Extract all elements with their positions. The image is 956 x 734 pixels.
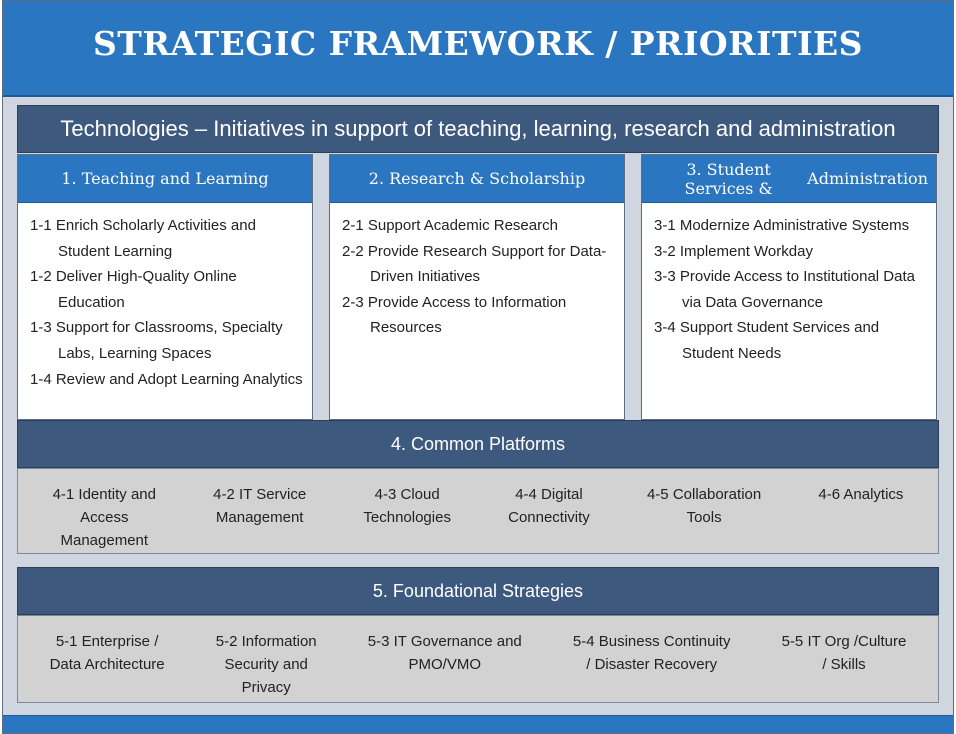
strategy-item [573,630,731,702]
initiative-list [18,203,312,392]
strategy-item-line: 5-5 IT Org /Culture [781,633,907,650]
strategy-item-line: Security and [224,656,308,673]
platform-item-line: Tools [686,509,722,526]
initiative-list [642,203,936,367]
strategy-item [216,630,317,702]
platform-item [508,483,590,553]
platform-item-line: 4-1 Identity and [52,486,156,503]
column-heading-line: 1. Teaching and Learning [61,169,269,188]
platform-item-line: Connectivity [508,509,590,526]
foundational-strategies-list [17,615,939,703]
title-banner [3,1,953,97]
initiative-item: 3-3 Provide Access to Institutional Data via Data Governance [654,268,915,311]
foundational-strategies-band [17,567,939,615]
technologies-text: Technologies – Initiatives in support of teaching, learning, research and administration [60,116,896,141]
strategy-item-line: / Disaster Recovery [586,656,718,673]
column-teaching-learning [17,154,313,420]
initiative-item: 2-1 Support Academic Research [342,217,558,234]
platform-item-line: Management [215,509,304,526]
platform-item-line: 4-5 Collaboration [646,486,762,503]
common-platforms-title: 4. Common Platforms [390,433,566,454]
platform-item [53,483,156,553]
technologies-bar [17,105,939,153]
platform-item [363,483,451,553]
initiative-item: 2-3 Provide Access to Information Resources [342,293,567,337]
initiative-item: 3-1 Modernize Administrative Systems [654,217,910,234]
framework-frame [2,0,954,734]
strategy-item-line: 5-1 Enterprise / [55,633,159,650]
column-research-scholarship [329,154,625,420]
common-platforms-list [17,468,939,554]
initiative-list [330,203,624,341]
initiative-item: 1-4 Review and Adopt Learning Analytics [30,370,303,388]
column-heading-line: 2. Research & Scholarship [368,169,586,188]
column-heading-line: 3. Student Services & [684,159,773,198]
initiative-item: 3-4 Support Student Services and Student Needs [654,319,880,362]
platform-item-line: 4-2 IT Service [213,486,307,503]
initiative-item: 1-2 Deliver High-Quality Online Education [30,268,237,311]
platform-item [213,483,306,553]
strategy-item-line: Privacy [241,679,291,696]
strategy-item-line: 5-3 IT Governance and [367,633,522,650]
initiative-item: 2-2 Provide Research Support for Data-Driven Initiatives [342,242,607,286]
bottom-band [3,715,953,733]
column-heading [330,155,624,203]
initiative-item: 1-1 Enrich Scholarly Activities and Student Learning [30,217,256,260]
platform-item [818,483,903,553]
strategy-item-line: 5-4 Business Continuity [572,633,731,650]
column-heading [642,155,936,203]
strategy-item-line: PMO/VMO [408,656,482,673]
strategy-item-line: / Skills [822,656,866,673]
foundational-strategies-title: 5. Foundational Strategies [372,580,584,601]
column-student-services [641,154,937,420]
platform-item-line: Technologies [363,509,451,526]
platform-item-line: Management [60,532,149,549]
strategy-item-line: Data Architecture [49,656,165,673]
initiative-item: 3-2 Implement Workday [654,242,813,260]
platform-item-line: 4-6 Analytics [818,486,904,503]
strategy-item [50,630,165,702]
strategy-item-line: 5-2 Information [215,633,317,650]
page-title: STRATEGIC FRAMEWORK / PRIORITIES [92,23,864,63]
strategy-item [368,630,522,702]
column-heading [18,155,312,203]
column-heading-line: Administration [807,169,928,188]
initiative-item: 1-3 Support for Classrooms, Specialty Labs, Learning Spaces [30,319,283,362]
common-platforms-band [17,420,939,468]
strategy-item [782,630,907,702]
platform-item-line: Access [80,509,129,526]
platform-item-line: 4-3 Cloud [374,486,440,503]
platform-item [647,483,761,553]
platform-item-line: 4-4 Digital [515,486,583,503]
